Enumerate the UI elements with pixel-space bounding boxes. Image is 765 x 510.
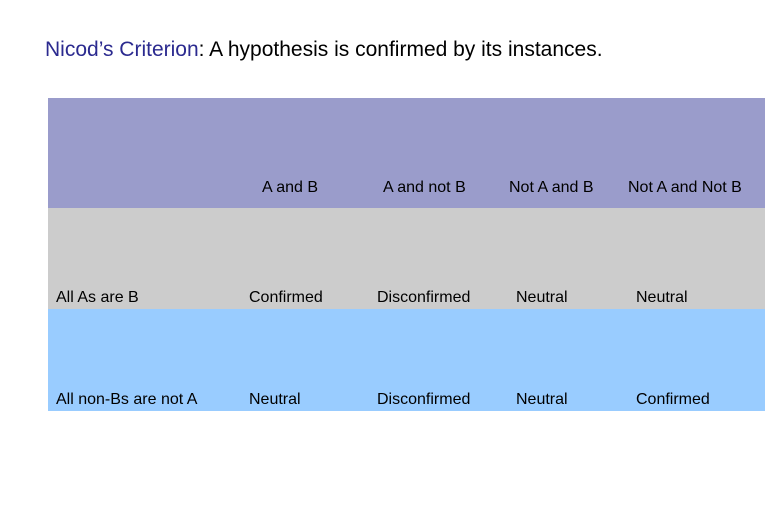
table-cell: Disconfirmed [377, 391, 471, 408]
table-cell: Confirmed [249, 289, 323, 306]
table-row [48, 208, 765, 309]
table-cell: Neutral [516, 289, 568, 306]
table-cell: Neutral [636, 289, 688, 306]
confirmation-table [48, 98, 765, 411]
table-row [48, 309, 765, 411]
header-corner-cell [48, 98, 241, 208]
header-a-and-b: A and B [262, 179, 319, 196]
table-cell: Neutral [249, 391, 301, 408]
table-header-row [48, 98, 765, 208]
slide-title [45, 38, 603, 62]
table-cell: Neutral [516, 391, 568, 408]
header-not-a-and-b: Not A and B [509, 179, 594, 196]
table-cell: Confirmed [636, 391, 710, 408]
header-not-a-and-not-b: Not A and Not B [628, 179, 742, 196]
table-cell: Disconfirmed [377, 289, 471, 306]
criterion-name: Nicod’s Criterion [45, 38, 199, 61]
criterion-statement: : A hypothesis is confirmed by its instances. [198, 38, 603, 61]
row-label: All non-Bs are not A [56, 391, 198, 408]
header-a-and-not-b: A and not B [383, 179, 466, 196]
row-label: All As are B [56, 289, 139, 306]
